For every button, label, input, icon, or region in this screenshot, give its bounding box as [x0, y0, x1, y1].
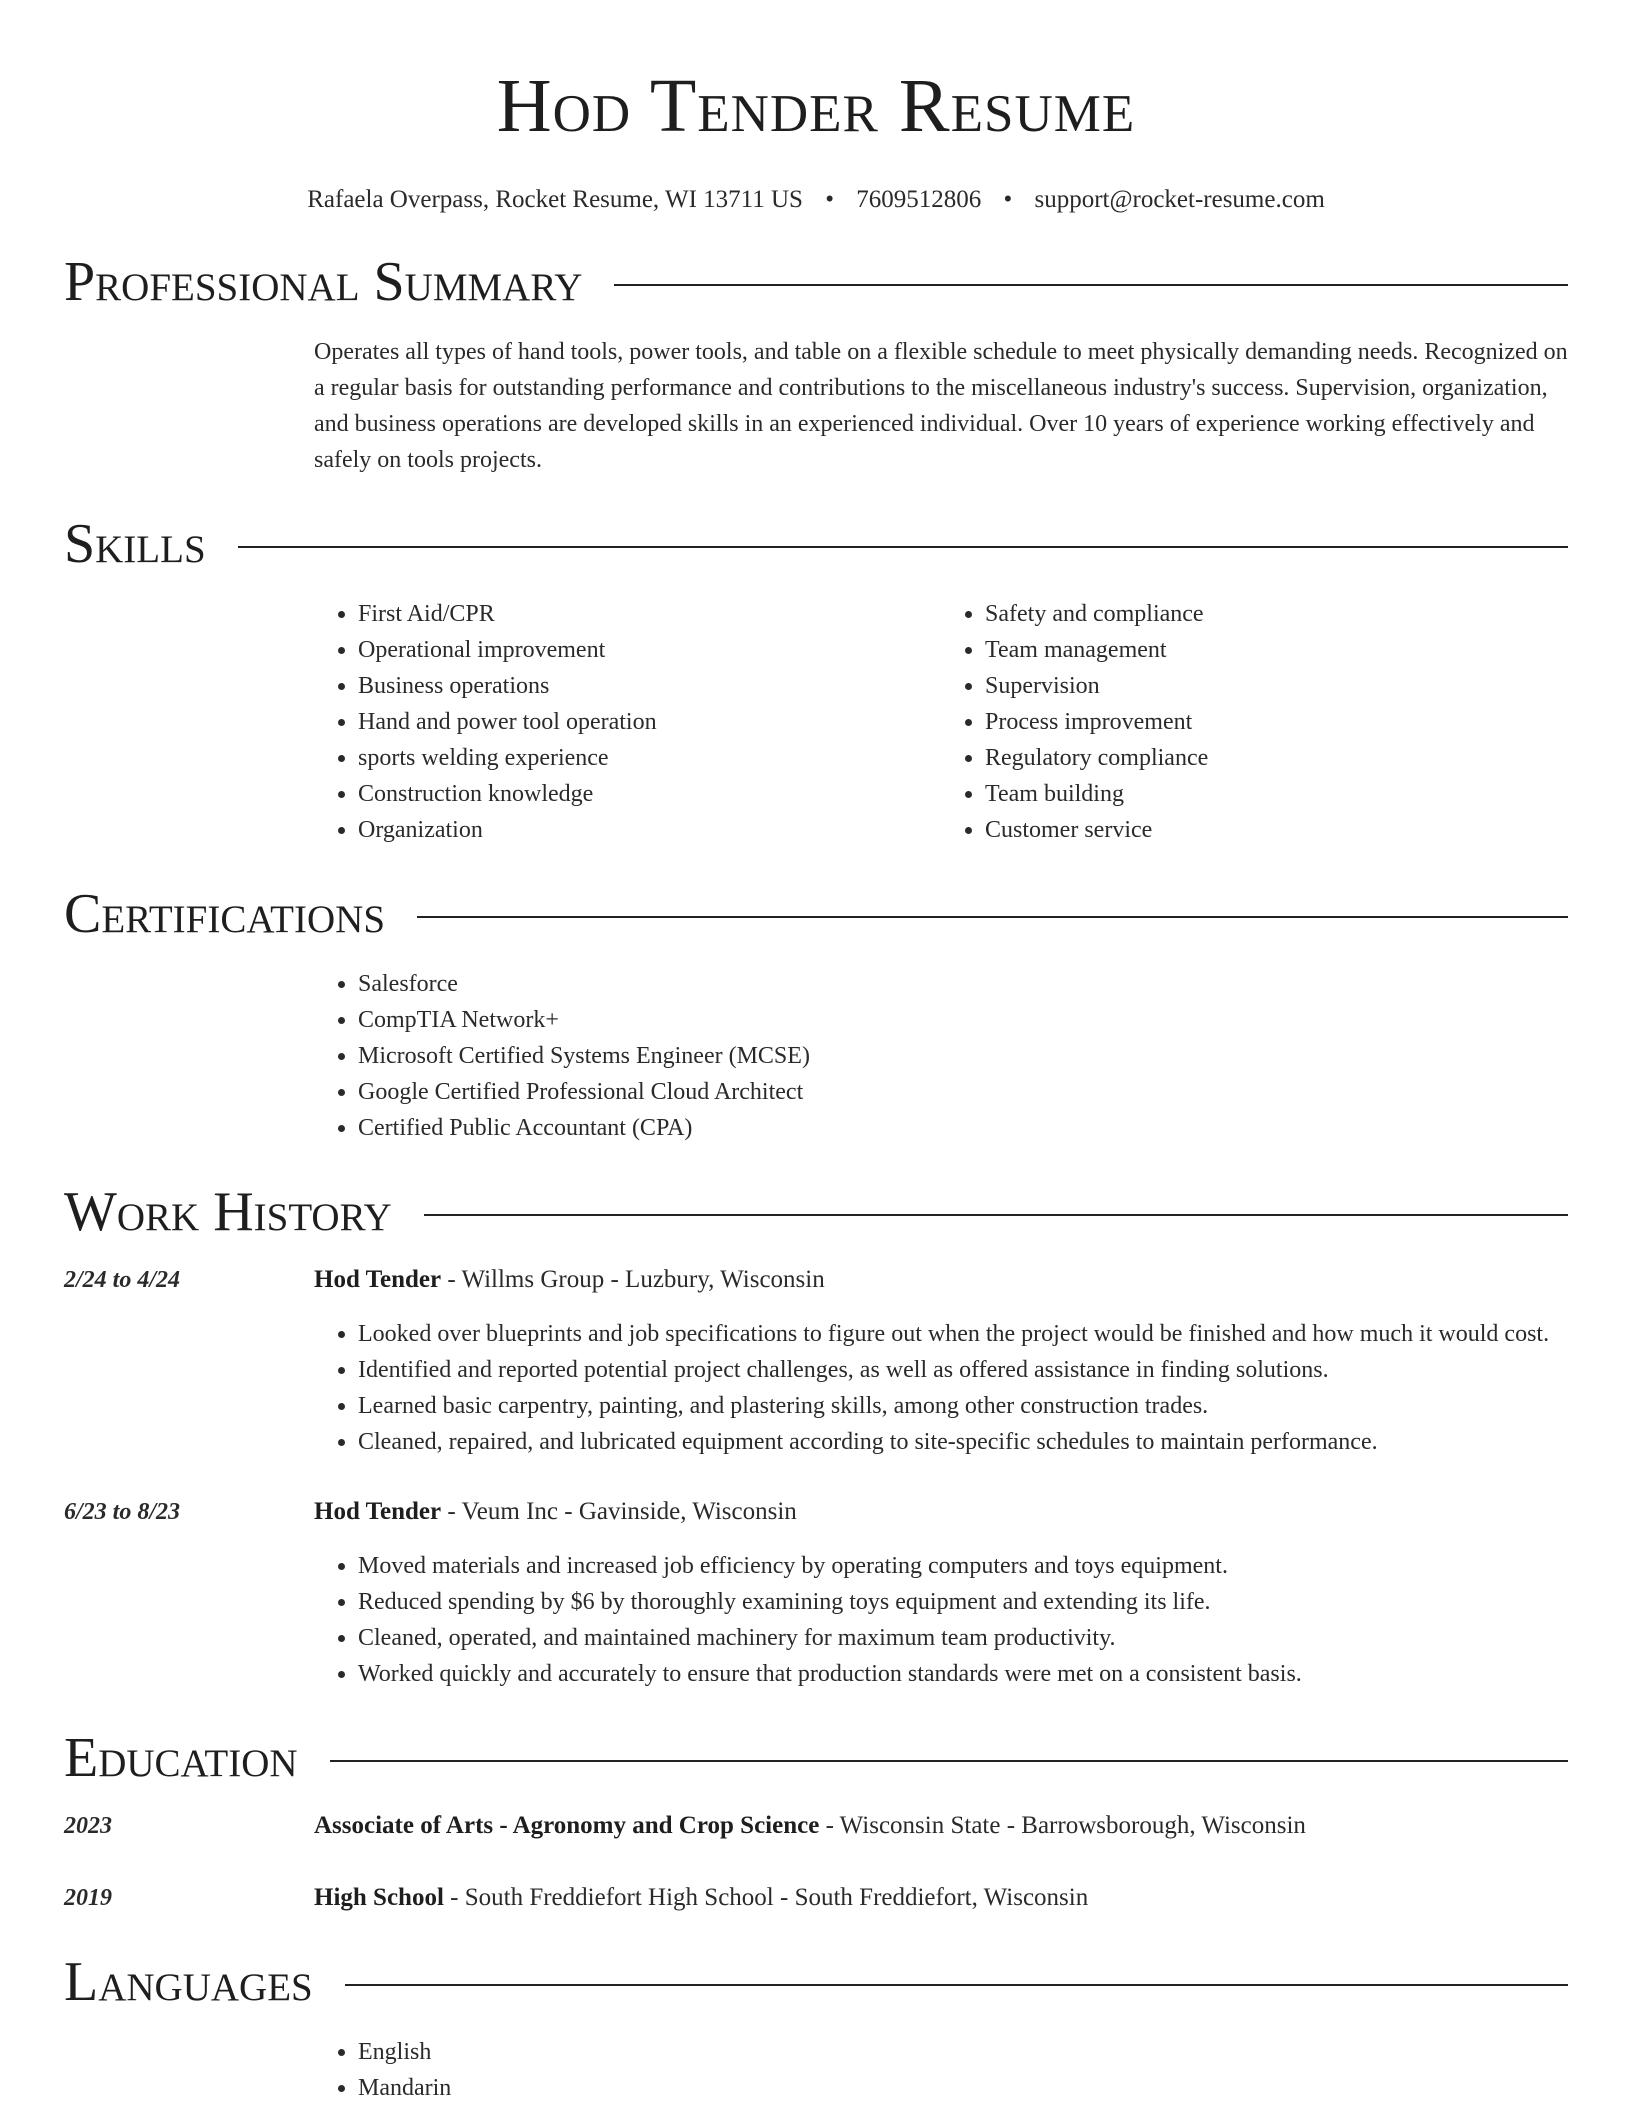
job-header: [314, 1262, 1568, 1298]
contact-line: [64, 184, 1568, 216]
education-degree: Associate of Arts - Agronomy and Crop Science: [314, 1812, 820, 1839]
skills-list-left: [314, 596, 941, 848]
section-divider: [238, 546, 1568, 548]
section-divider: [330, 1760, 1568, 1762]
certifications-section-header: [64, 882, 1568, 946]
job-employer: - Veum Inc - Gavinside, Wisconsin: [441, 1498, 797, 1525]
job-bullet: • Moved materials and increased job efficiency by operating computers and toys equipment.: [358, 1548, 1568, 1584]
language-item: • Mandarin: [358, 2070, 1568, 2106]
summary-heading: Professional Summary: [64, 251, 583, 313]
job-entry: [64, 1494, 1568, 1692]
job-bullet: • Learned basic carpentry, painting, and plastering skills, among other construction trades.: [358, 1388, 1568, 1424]
certifications-list: [314, 966, 1568, 1146]
section-divider: [424, 1214, 1568, 1216]
certifications-heading: Certifications: [64, 883, 386, 945]
contact-email[interactable]: support@rocket-resume.com: [1034, 186, 1325, 213]
contact-phone[interactable]: 7609512806: [856, 186, 982, 213]
summary-section-header: [64, 250, 1568, 314]
contact-separator: •: [825, 186, 834, 213]
skill-item: • Safety and compliance: [985, 596, 1568, 632]
languages-section-header: [64, 1950, 1568, 2014]
education-details: [314, 1808, 1568, 1844]
skills-heading: Skills: [64, 513, 206, 575]
job-bullet: • Cleaned, operated, and maintained machinery for maximum team productivity.: [358, 1620, 1568, 1656]
skill-item: • Construction knowledge: [358, 776, 941, 812]
job-dates: 2/24 to 4/24: [64, 1267, 181, 1293]
work-section-header: [64, 1180, 1568, 1244]
job-employer: - Willms Group - Luzbury, Wisconsin: [441, 1266, 825, 1293]
skill-item: • First Aid/CPR: [358, 596, 941, 632]
skill-item: • Hand and power tool operation: [358, 704, 941, 740]
section-divider: [417, 916, 1568, 918]
skill-item: • Regulatory compliance: [985, 740, 1568, 776]
job-title: Hod Tender: [314, 1266, 442, 1293]
skill-item: • Organization: [358, 812, 941, 848]
language-item: • English: [358, 2034, 1568, 2070]
certification-item: • Microsoft Certified Systems Engineer (MCSE): [358, 1038, 1568, 1074]
skill-item: • Customer service: [985, 812, 1568, 848]
work-heading: Work History: [64, 1181, 392, 1243]
education-entry: [64, 1808, 1568, 1844]
education-year: 2019: [64, 1885, 112, 1911]
job-bullet: • Cleaned, repaired, and lubricated equipment according to site-specific schedules to maintain performance.: [358, 1424, 1568, 1460]
job-bullets: [314, 1548, 1568, 1692]
education-school: - Wisconsin State - Barrowsborough, Wisconsin: [819, 1812, 1306, 1839]
contact-address: Rafaela Overpass, Rocket Resume, WI 13711 US: [307, 186, 803, 213]
resume-title: Hod Tender Resume: [496, 64, 1136, 148]
job-bullet: • Identified and reported potential project challenges, as well as offered assistance in finding solutions.: [358, 1352, 1568, 1388]
skills-list-right: [941, 596, 1568, 848]
job-dates: 6/23 to 8/23: [64, 1499, 181, 1525]
languages-list: [314, 2034, 1568, 2106]
skill-item: • Supervision: [985, 668, 1568, 704]
job-bullet: • Worked quickly and accurately to ensure that production standards were met on a consistent basis.: [358, 1656, 1568, 1692]
skills-section-header: [64, 512, 1568, 576]
skill-item: • Business operations: [358, 668, 941, 704]
summary-text: Operates all types of hand tools, power tools, and table on a flexible schedule to meet physically demanding needs. Recognized on a regular basis for outstanding performance and contributions to the miscellaneous industry's success. Supervision, organization, and business operations are developed skills in an experienced individual. Over 10 years of experience working effectively and safely on tools projects.: [314, 339, 1568, 473]
certification-item: • Google Certified Professional Cloud Architect: [358, 1074, 1568, 1110]
certifications-list-wrap: [314, 966, 1568, 1146]
skill-item: • Team management: [985, 632, 1568, 668]
job-bullet: • Looked over blueprints and job specifications to figure out when the project would be finished and how much it would cost.: [358, 1316, 1568, 1352]
education-year: 2023: [64, 1813, 112, 1839]
skills-columns: [314, 596, 1568, 848]
education-details: [314, 1880, 1568, 1916]
job-body: [314, 1494, 1568, 1692]
section-divider: [614, 284, 1568, 286]
education-section-header: [64, 1726, 1568, 1790]
skill-item: • Process improvement: [985, 704, 1568, 740]
skill-item: • Team building: [985, 776, 1568, 812]
languages-list-wrap: [314, 2034, 1568, 2106]
skill-item: • sports welding experience: [358, 740, 941, 776]
education-degree: High School: [314, 1884, 444, 1911]
skill-item: • Operational improvement: [358, 632, 941, 668]
job-title: Hod Tender: [314, 1498, 442, 1525]
education-heading: Education: [64, 1727, 298, 1789]
certification-item: • Certified Public Accountant (CPA): [358, 1110, 1568, 1146]
job-header: [314, 1494, 1568, 1530]
certification-item: • CompTIA Network+: [358, 1002, 1568, 1038]
contact-separator: •: [1003, 186, 1013, 213]
education-school: - South Freddiefort High School - South Freddiefort, Wisconsin: [443, 1884, 1089, 1911]
education-entry: [64, 1880, 1568, 1916]
job-bullets: [314, 1316, 1568, 1460]
section-divider: [345, 1984, 1568, 1986]
job-body: [314, 1262, 1568, 1460]
languages-heading: Languages: [64, 1951, 313, 2013]
job-entry: [64, 1262, 1568, 1460]
certification-item: • Salesforce: [358, 966, 1568, 1002]
job-bullet: • Reduced spending by $6 by thoroughly examining toys equipment and extending its life.: [358, 1584, 1568, 1620]
